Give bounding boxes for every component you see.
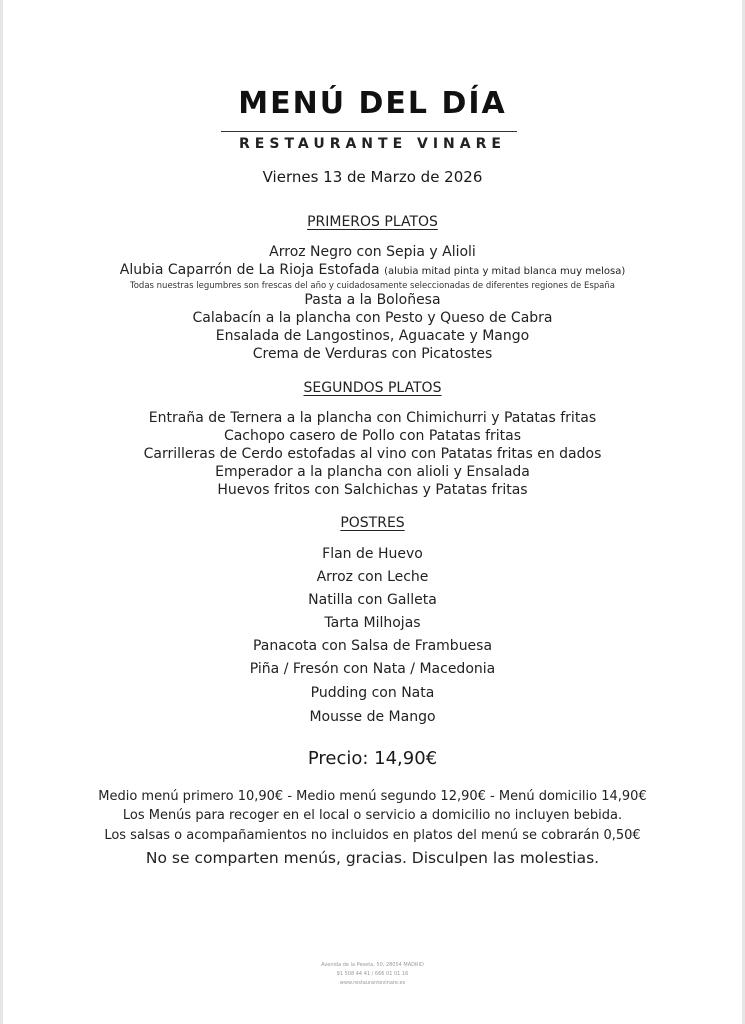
segundos-item: Entraña de Ternera a la plancha con Chimichurri y Patatas fritas [148, 410, 597, 426]
pricing-info: Medio menú primero 10,90€ - Medio menú segundo 12,90€ - Menú domicilio 14,90€ [98, 789, 647, 804]
page-border-left [0, 0, 3, 1024]
postres-item: Arroz con Leche [316, 569, 429, 585]
takeaway-info: Los Menús para recoger en el local o servicio a domicilio no incluyen bebida. [122, 808, 623, 823]
footer-address: Avenida de la Peseta, 50, 28054 MADRID [321, 962, 424, 968]
segundos-item: Cachopo casero de Pollo con Patatas fritas [223, 428, 522, 444]
segundos-item: Huevos fritos con Salchichas y Patatas fritas [217, 482, 528, 498]
postres-item: Tarta Milhojas [324, 615, 421, 631]
primeros-item-name: Alubia Caparrón de La Rioja Estofada [119, 262, 380, 278]
primeros-item: Calabacín a la plancha con Pesto y Queso de Cabra [192, 310, 553, 326]
segundos-item: Emperador a la plancha con alioli y Ensalada [215, 464, 530, 480]
postres-item: Pudding con Nata [310, 685, 435, 701]
postres-item: Flan de Huevo [322, 546, 423, 562]
menu-title: MENÚ DEL DÍA [238, 86, 507, 121]
postres-item: Mousse de Mango [309, 709, 436, 725]
postres-item: Panacota con Salsa de Frambuesa [252, 638, 493, 654]
postres-item: Natilla con Galleta [308, 592, 437, 608]
restaurant-name: RESTAURANTE VINARE [239, 136, 506, 152]
legumbres-note: Todas nuestras legumbres son frescas del año y cuidadosamente seleccionadas de diferentes regiones de España [129, 281, 615, 291]
section-title-postres: POSTRES [340, 515, 405, 531]
footer-phone: 91 508 44 41 / 666 01 01 16 [336, 971, 409, 977]
segundos-item: Carrilleras de Cerdo estofadas al vino con Patatas fritas en dados [143, 446, 602, 462]
section-title-segundos: SEGUNDOS PLATOS [303, 380, 442, 396]
section-title-primeros: PRIMEROS PLATOS [307, 214, 438, 230]
postres-item: Piña / Fresón con Nata / Macedonia [249, 661, 496, 677]
sharing-notice: No se comparten menús, gracias. Disculpen las molestias. [145, 849, 600, 867]
primeros-item [0, 262, 745, 278]
primeros-item: Crema de Verduras con Picatostes [252, 346, 493, 362]
footer-website[interactable]: www.restaurantevinare.es [339, 980, 406, 986]
title-divider [221, 131, 517, 132]
primeros-item: Ensalada de Langostinos, Aguacate y Mango [215, 328, 530, 344]
menu-date: Viernes 13 de Marzo de 2026 [262, 168, 483, 186]
primeros-item-note: (alubia mitad pinta y mitad blanca muy melosa) [384, 266, 626, 277]
primeros-item: Arroz Negro con Sepia y Alioli [269, 244, 476, 260]
menu-price: Precio: 14,90€ [307, 748, 438, 769]
primeros-item: Pasta a la Boloñesa [304, 292, 441, 308]
sauces-info: Los salsas o acompañamientos no incluidos en platos del menú se cobrarán 0,50€ [104, 828, 641, 843]
